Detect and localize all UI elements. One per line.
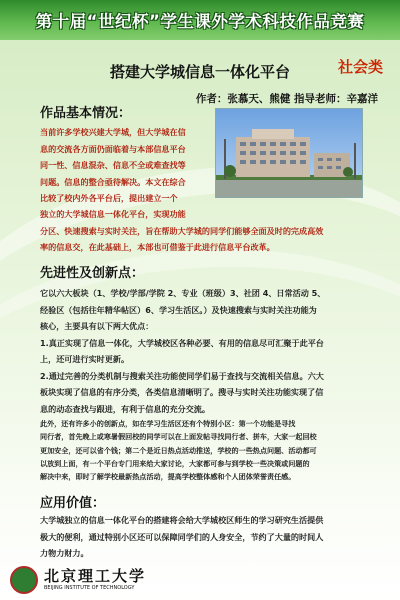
text-line: 同一性、信息混杂、信息不全或难查找等 [40,160,186,170]
text-line: 比较了校内外各平台后，提出建立一个 [40,193,178,203]
campus-building-photo [215,108,363,198]
basic-text-full [40,206,385,256]
university-name-en: BEIJING INSTITUTE OF TECHNOLOGY [44,585,135,591]
text-line: 上，还可进行实时更新。 [40,354,130,364]
text-line: 分区、快速搜索与实时关注，旨在帮助大学城的同学们能够全面及时的完成高效 [40,225,324,236]
section-title-basic: 作品基本情况： [40,106,132,121]
text-line: 当前许多学校兴建大学城，但大学城在信 [40,127,186,137]
text-line: 问题。信息的整合亟待解决。本文在综合 [40,176,186,187]
university-logo [10,566,146,594]
university-emblem-icon [10,566,38,594]
competition-banner [0,0,400,40]
text-line: 力物力财力。 [40,548,89,558]
text-line: 同行者，首先晚上或寒暑假回校的同学可以在上面发帖寻找同行者、拼车，大家一起回校 [40,432,317,442]
advanced-text-extra [40,417,385,483]
text-line: 率的信息交，在此基础上，本部也可借鉴于此进行信息平台改革。 [40,242,275,252]
text-line: 2.通过完善的分类机制与搜索关注功能使同学们易于查找与交流相关信息。六大 [40,370,324,381]
section-title-advanced: 先进性及创新点： [40,266,145,281]
text-line: 此外，还有许多小的创新点，如在学习生活区还有个特别小区：第一个功能是寻找 [40,419,296,428]
text-line: 更加安全，还可以省个钱；第二个是近日热点活动推送，学校的一些热点问题、活动都可 [40,445,317,455]
text-line: 以放到上面，有一个平台专门用来给大家讨论，大家都可参与到学校一些决策或问题的 [40,458,310,468]
category-label: 社会类 [337,58,383,76]
text-line: 息的动态查找与跟进，有利于信息的充分交流。 [40,403,210,414]
text-line: 经验区（包括往年精华帖区）6、学习生活区。）及快速搜索与实时关注功能为 [40,304,317,315]
basic-text-wrapped [40,124,216,207]
text-line: 板块实现了信息的有序分类，各类信息清晰明了。搜寻与实时关注功能实现了信 [40,387,324,397]
application-text [40,512,385,562]
text-line: 1.真正实现了信息一体化，大学城校区各种必要、有用的信息尽可汇聚于此平台 [40,337,324,348]
text-line: 它以六大板块（1、学校/学部/学院 2、专业（班级）3、社团 4、日常活动 5、 [40,288,326,298]
advanced-text [40,285,385,417]
university-name-cn: 北京理工大学 [44,567,147,585]
project-title: 搭建大学城信息一体化平台 [109,63,290,81]
text-line: 极大的便利，通过特别小区还可以保障同学们的人身安全，节约了大量的时间人 [40,531,324,542]
text-line: 息的交流各方面仍面临着与本部信息平台 [40,143,186,154]
text-line: 解决中来，即时了解学校最新热点活动，提高学校整体感和个人团体荣誉责任感。 [40,472,296,482]
text-line: 核心，主要具有以下两大优点： [40,321,154,331]
competition-title: 第十届“世纪杯”学生课外学术科技作品竞赛 [35,12,365,31]
text-line: 大学城独立的信息一体化平台的搭建将会给大学城校区师生的学习研究生活提供 [40,515,324,525]
section-title-application: 应用价值： [40,496,106,511]
text-line: 独立的大学城信息一体化平台，实现功能 [40,209,186,219]
author-line: 作者：张慕天、熊健 指导老师：辛嘉洋 [195,93,378,105]
